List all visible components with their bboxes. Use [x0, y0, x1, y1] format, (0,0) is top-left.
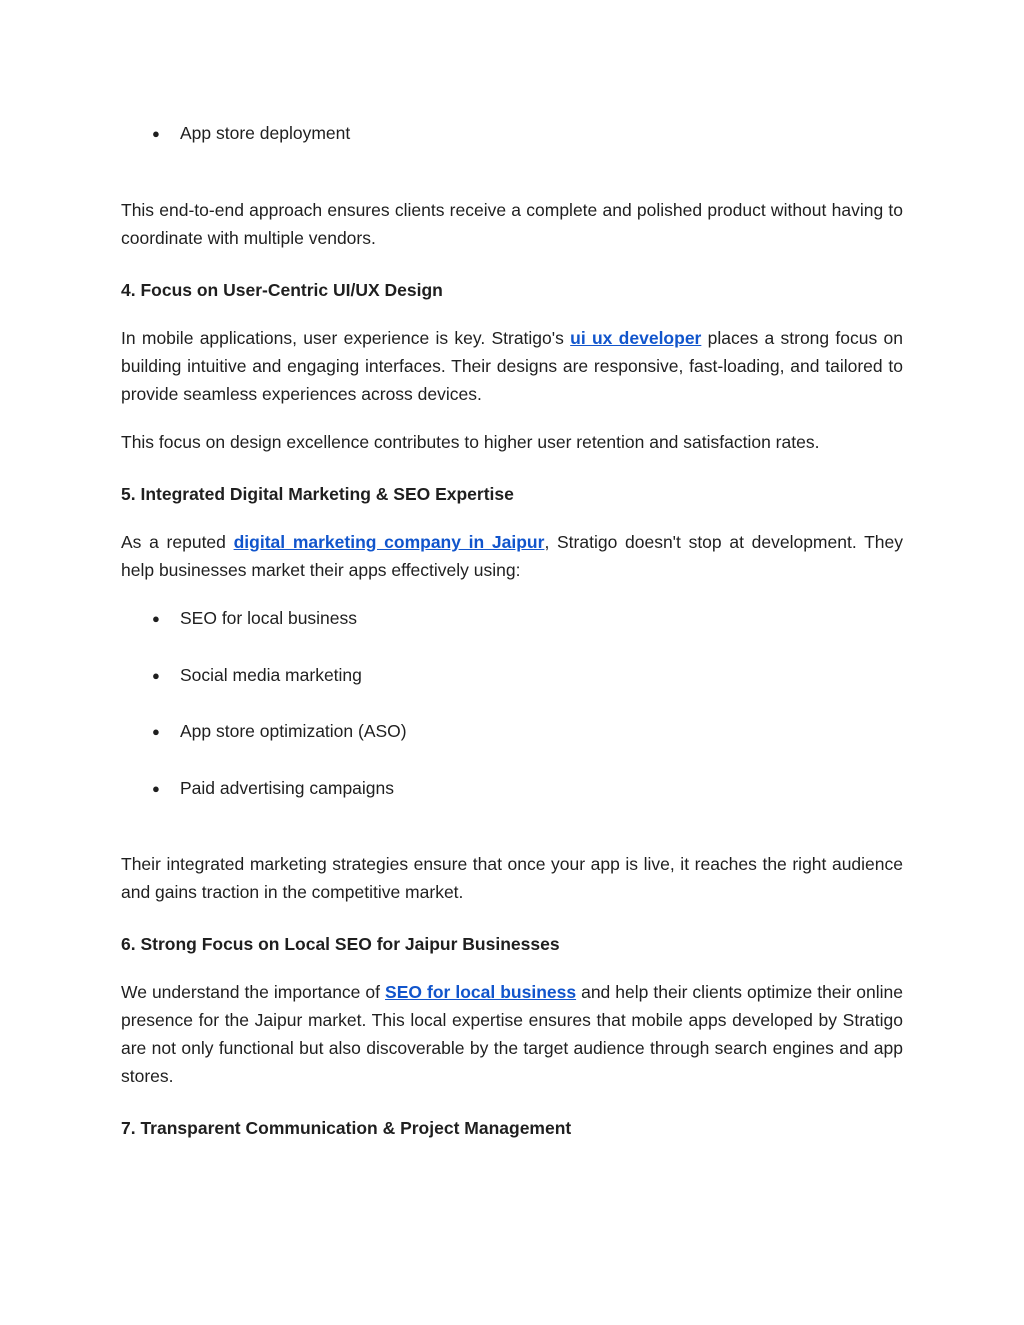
section5-text-after: , Stratigo doesn't stop at development. They help businesses market their apps effectively using:: [121, 532, 903, 580]
bullet-dot-icon: ●: [152, 126, 160, 141]
seo-local-business-link[interactable]: SEO for local business: [385, 982, 577, 1002]
list-item-text: Paid advertising campaigns: [180, 778, 395, 798]
section-heading-4: 4. Focus on User-Centric UI/UX Design: [121, 280, 443, 300]
section4-text-after: places a strong focus on building intuitive and engaging interfaces. Their designs are responsive, fast-loading, and tailored to provide seamless experiences across devices.: [121, 328, 903, 404]
list-item: [152, 717, 407, 746]
list-item-text: App store deployment: [180, 123, 351, 143]
section5-text-before: As a reputed: [121, 532, 234, 552]
bullet-dot-icon: ●: [152, 668, 160, 683]
list-item: [152, 604, 357, 633]
paragraph-section4-intro: [121, 324, 903, 408]
bullet-dot-icon: ●: [152, 781, 160, 796]
section6-text-after: and help their clients optimize their online presence for the Jaipur market. This local expertise ensures that mobile apps developed by Stratigo are not only functional but also discoverable by the target audience through search engines and app stores.: [121, 982, 903, 1086]
section6-text-before: We understand the importance of: [121, 982, 386, 1002]
bullet-dot-icon: ●: [152, 611, 160, 626]
list-item-text: SEO for local business: [180, 608, 358, 628]
section-heading-5: 5. Integrated Digital Marketing & SEO Expertise: [121, 484, 514, 504]
bullet-dot-icon: ●: [152, 724, 160, 739]
section4-text-before: In mobile applications, user experience is key. Stratigo's: [121, 328, 571, 348]
list-item-text: Social media marketing: [180, 665, 362, 685]
list-item: [152, 774, 394, 803]
section-heading-6: 6. Strong Focus on Local SEO for Jaipur Businesses: [121, 934, 560, 954]
list-item: [152, 119, 350, 148]
ui-ux-developer-link[interactable]: ui ux developer: [570, 328, 702, 348]
paragraph-end-to-end: This end-to-end approach ensures clients receive a complete and polished product without having to coordinate with multiple vendors.: [121, 200, 903, 248]
paragraph-section5-intro: [121, 528, 903, 584]
section-heading-7: 7. Transparent Communication & Project Management: [121, 1118, 572, 1138]
paragraph-section6: [121, 978, 903, 1090]
paragraph-section4-retention: This focus on design excellence contributes to higher user retention and satisfaction rates.: [121, 432, 820, 452]
list-item: [152, 661, 362, 690]
paragraph-section5-outro: Their integrated marketing strategies ensure that once your app is live, it reaches the right audience and gains traction in the competitive market.: [121, 854, 903, 902]
digital-marketing-company-link[interactable]: digital marketing company in Jaipur: [233, 532, 545, 552]
list-item-text: App store optimization (ASO): [180, 721, 407, 741]
